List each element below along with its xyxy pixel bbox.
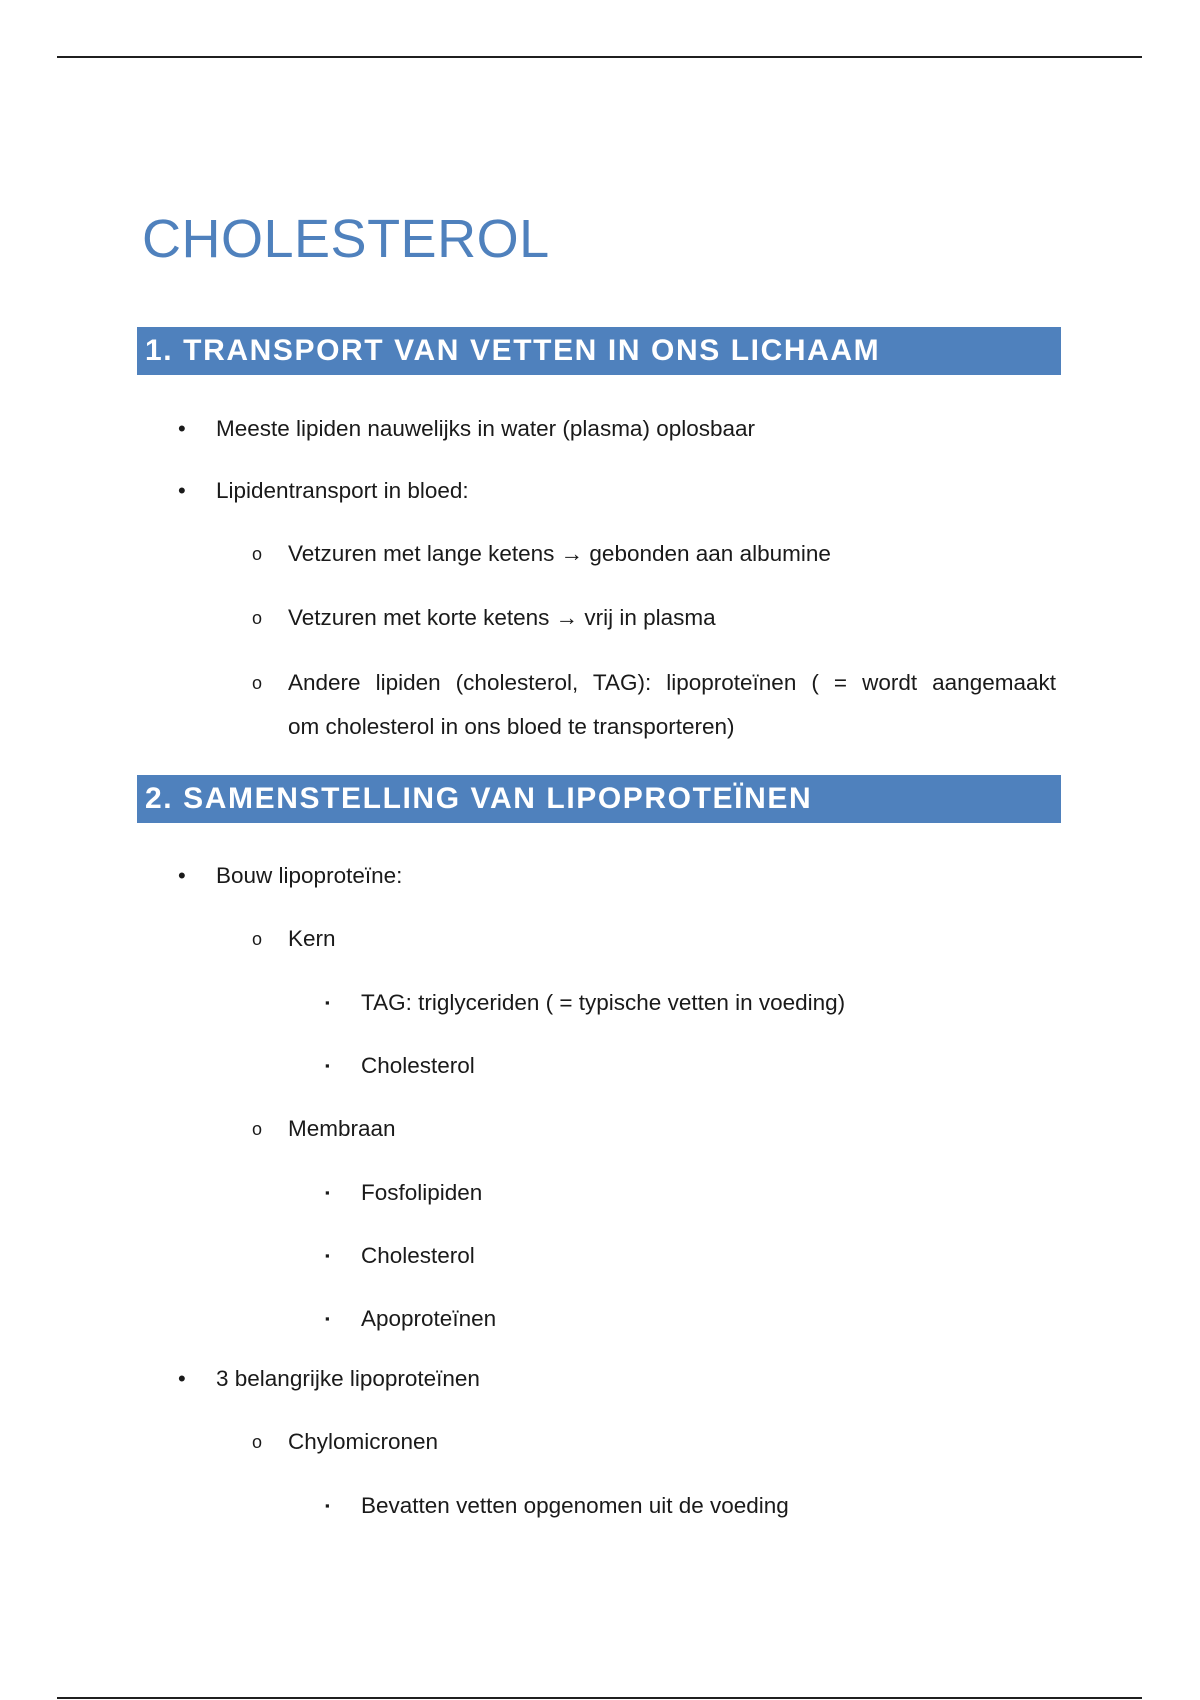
square-bullet-icon: ▪ bbox=[325, 1248, 330, 1263]
list-item bbox=[325, 1044, 475, 1088]
list-item bbox=[325, 1234, 475, 1278]
square-bullet-icon: ▪ bbox=[325, 1058, 330, 1073]
list-item bbox=[178, 854, 403, 898]
list-item-text: Andere lipiden (cholesterol, TAG): lipoproteïnen ( = wordt aangemaakt bbox=[288, 670, 1056, 695]
list-item bbox=[178, 407, 756, 451]
document-title: CHOLESTEROL bbox=[142, 209, 550, 269]
list-item-text: Kern bbox=[288, 926, 336, 951]
circle-bullet-icon: o bbox=[252, 608, 263, 628]
list-item bbox=[252, 917, 336, 961]
square-bullet-icon: ▪ bbox=[325, 1311, 330, 1326]
list-item bbox=[252, 1420, 439, 1464]
list-item bbox=[252, 532, 831, 576]
circle-bullet-icon: o bbox=[252, 929, 263, 949]
list-item-text: Fosfolipiden bbox=[361, 1180, 483, 1205]
section-heading-composition: 2. SAMENSTELLING VAN LIPOPROTEÏNEN bbox=[137, 775, 1061, 823]
list-item bbox=[325, 1484, 789, 1528]
section-heading-transport: 1. TRANSPORT VAN VETTEN IN ONS LICHAAM bbox=[137, 327, 1061, 375]
bullet-icon: • bbox=[178, 1366, 186, 1391]
circle-bullet-icon: o bbox=[252, 1119, 263, 1139]
list-item bbox=[252, 596, 716, 640]
list-item-text: TAG: triglyceriden ( = typische vetten in voeding) bbox=[361, 990, 846, 1015]
list-item bbox=[325, 1297, 497, 1341]
circle-bullet-icon: o bbox=[252, 1432, 263, 1452]
bottom-rule bbox=[57, 1697, 1142, 1699]
square-bullet-icon: ▪ bbox=[325, 1185, 330, 1200]
list-item-text: Bevatten vetten opgenomen uit de voeding bbox=[361, 1493, 789, 1518]
list-item-text: Chylomicronen bbox=[288, 1429, 439, 1454]
list-item bbox=[252, 1107, 396, 1151]
list-item-text-continued: om cholesterol in ons bloed te transporteren) bbox=[288, 714, 735, 739]
list-item-text: Vetzuren met korte ketens → vrij in plasma bbox=[288, 605, 716, 630]
list-item-text: Lipidentransport in bloed: bbox=[216, 478, 469, 503]
list-item-text: Apoproteïnen bbox=[361, 1306, 497, 1331]
list-item-text: 3 belangrijke lipoproteïnen bbox=[216, 1366, 480, 1391]
list-item-text: Vetzuren met lange ketens → gebonden aan albumine bbox=[288, 541, 831, 566]
circle-bullet-icon: o bbox=[252, 673, 263, 693]
list-item-text: Membraan bbox=[288, 1116, 396, 1141]
bullet-icon: • bbox=[178, 478, 186, 503]
list-item-text: Cholesterol bbox=[361, 1243, 475, 1268]
list-item bbox=[178, 1357, 480, 1401]
list-item-text: Meeste lipiden nauwelijks in water (plasma) oplosbaar bbox=[216, 416, 756, 441]
bullet-icon: • bbox=[178, 863, 186, 888]
circle-bullet-icon: o bbox=[252, 544, 263, 564]
list-item bbox=[252, 661, 1056, 749]
list-item-text: Cholesterol bbox=[361, 1053, 475, 1078]
list-item bbox=[325, 981, 846, 1025]
square-bullet-icon: ▪ bbox=[325, 995, 330, 1010]
list-item-text: Bouw lipoproteïne: bbox=[216, 863, 403, 888]
list-item bbox=[178, 469, 469, 513]
square-bullet-icon: ▪ bbox=[325, 1498, 330, 1513]
top-rule bbox=[57, 56, 1142, 58]
bullet-icon: • bbox=[178, 416, 186, 441]
list-item bbox=[325, 1171, 483, 1215]
